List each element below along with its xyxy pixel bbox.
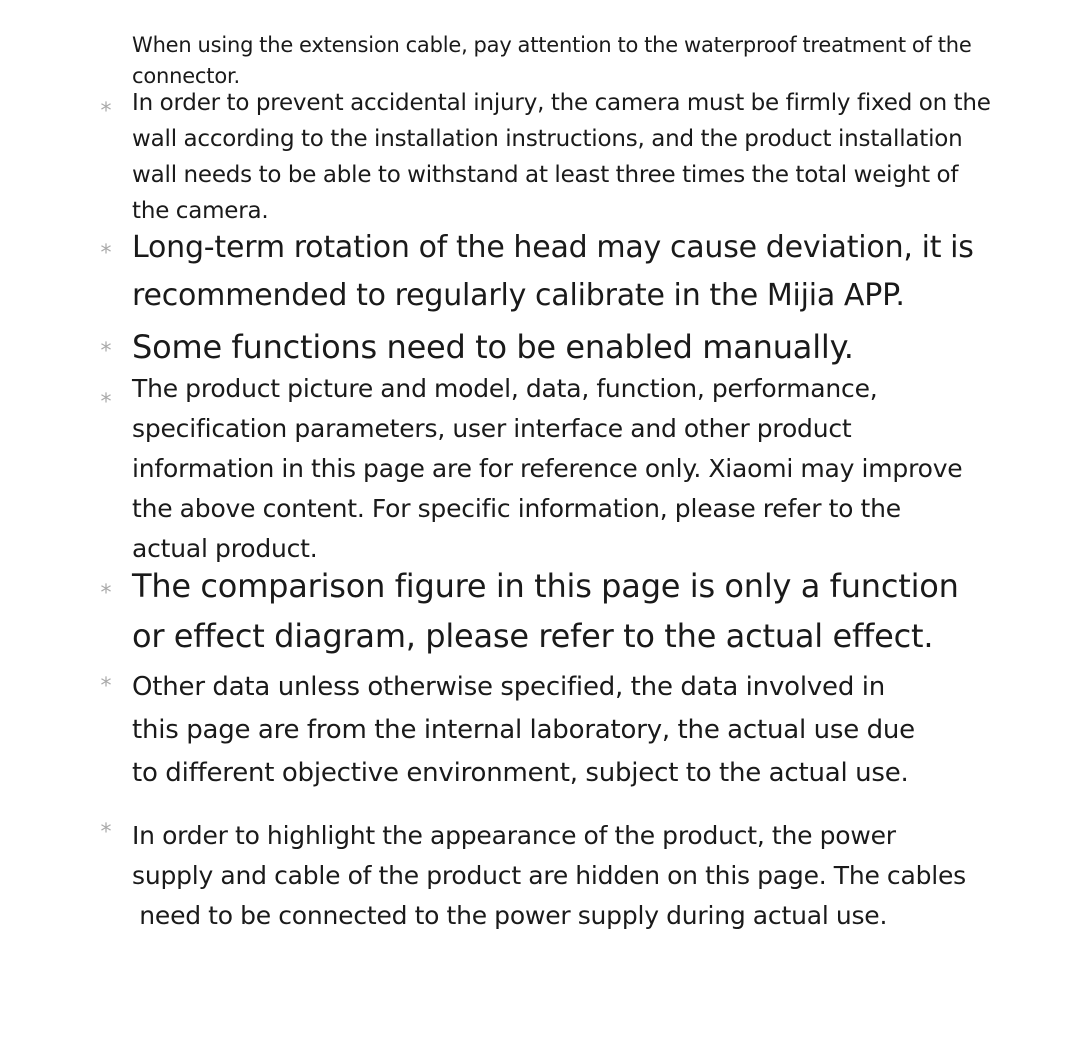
note-line: or effect diagram, please refer to the actual effect. (132, 617, 934, 655)
asterisk-icon: * (100, 339, 112, 364)
note-line: In order to highlight the appearance of the product, the power (132, 821, 896, 850)
asterisk-icon: * (100, 581, 112, 606)
note-line: specification parameters, user interface and other product (132, 414, 852, 443)
asterisk-icon: * (100, 820, 112, 845)
note-text (132, 224, 1032, 320)
note-text (132, 369, 1032, 569)
asterisk-icon: * (100, 99, 112, 124)
note-line: wall needs to be able to withstand at least three times the total weight of (132, 162, 959, 188)
note-line: need to be connected to the power supply during actual use. (132, 901, 888, 930)
note-line: Other data unless otherwise specified, the data involved in (132, 672, 886, 702)
note-text (132, 561, 1032, 661)
note-line: recommended to regularly calibrate in the Mijia APP. (132, 278, 905, 313)
asterisk-icon: * (100, 674, 112, 699)
note-text (132, 85, 1032, 229)
asterisk-icon: * (100, 241, 112, 266)
note-text (132, 816, 1032, 936)
asterisk-icon: * (100, 390, 112, 415)
note-line: the above content. For specific information, please refer to the (132, 494, 901, 523)
note-line: supply and cable of the product are hidden on this page. The cables (132, 861, 966, 890)
note-text (132, 30, 1032, 92)
note-line: actual product. (132, 534, 318, 563)
note-line: When using the extension cable, pay attention to the waterproof treatment of the (132, 33, 972, 57)
note-line: Some functions need to be enabled manually. (132, 328, 854, 366)
note-line: this page are from the internal laboratory, the actual use due (132, 715, 915, 745)
note-line: The comparison figure in this page is only a function (132, 567, 959, 605)
note-line: to different objective environment, subject to the actual use. (132, 758, 909, 788)
note-line: information in this page are for reference only. Xiaomi may improve (132, 454, 963, 483)
note-text (132, 324, 1032, 370)
note-line: In order to prevent accidental injury, the camera must be firmly fixed on the (132, 90, 991, 116)
note-line: the camera. (132, 198, 269, 224)
note-line: The product picture and model, data, function, performance, (132, 374, 878, 403)
note-line: connector. (132, 64, 240, 88)
note-line: Long-term rotation of the head may cause deviation, it is (132, 230, 974, 265)
note-text (132, 666, 1032, 795)
note-line: wall according to the installation instructions, and the product installation (132, 126, 963, 152)
